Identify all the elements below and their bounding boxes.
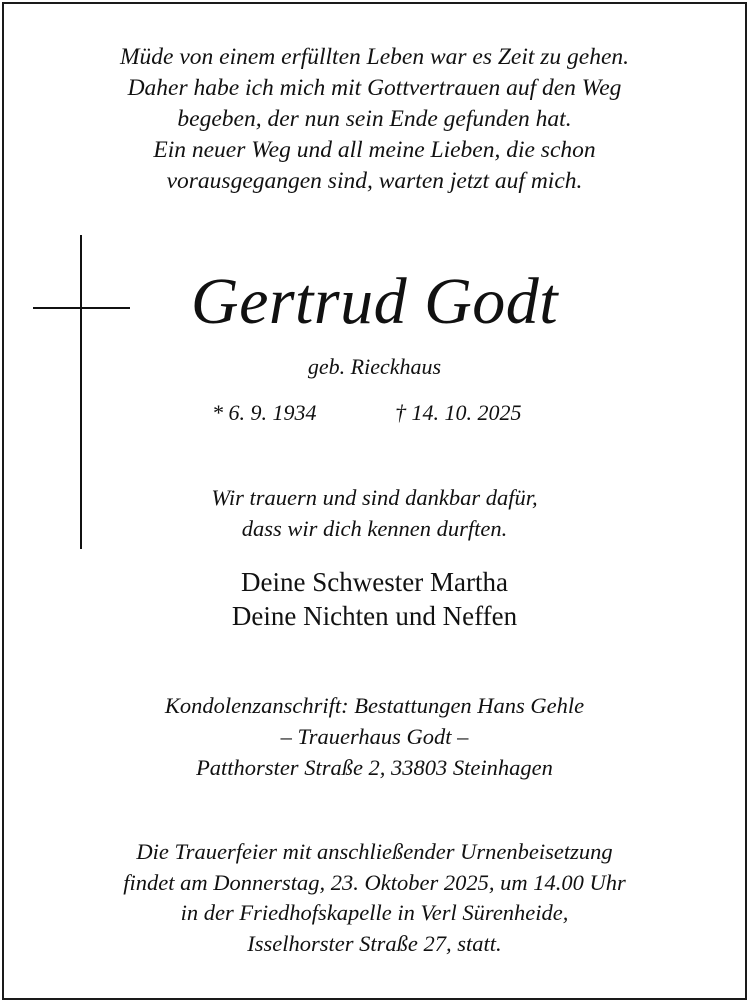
service-line: findet am Donnerstag, 23. Oktober 2025, um 14.00 Uhr xyxy=(123,869,626,895)
mourner-line: Deine Schwester Martha xyxy=(241,567,508,597)
poem-line: Müde von einem erfüllten Leben war es Zeit zu gehen. xyxy=(119,44,630,70)
thanks-line: Wir trauern und sind dankbar dafür, xyxy=(211,485,538,510)
thanks-line: dass wir dich kennen durften. xyxy=(241,516,508,541)
address-line: Kondolenzanschrift: Bestattungen Hans Gehle xyxy=(164,693,585,718)
poem-line: vorausgegangen sind, warten jetzt auf mich. xyxy=(166,168,583,194)
deceased-name: Gertrud Godt xyxy=(190,265,559,338)
address-line: Patthorster Straße 2, 33803 Steinhagen xyxy=(196,755,553,780)
birth-name: geb. Rieckhaus xyxy=(307,354,442,379)
service-line: in der Friedhofskapelle in Verl Sürenheide, xyxy=(180,900,569,925)
thanks-message xyxy=(0,482,749,544)
mourners xyxy=(0,565,749,633)
service-line: Die Trauerfeier mit anschließender Urnenbeisetzung xyxy=(136,839,613,864)
death-date: † 14. 10. 2025 xyxy=(395,400,522,425)
mourner-line: Deine Nichten und Neffen xyxy=(231,601,518,631)
poem-line: begeben, der nun sein Ende gefunden hat. xyxy=(177,106,572,132)
service-info xyxy=(0,837,749,959)
poem-line: Daher habe ich mich mit Gottvertrauen auf den Weg xyxy=(127,75,622,101)
address-line: – Trauerhaus Godt – xyxy=(280,724,469,749)
condolence-address xyxy=(0,690,749,783)
poem xyxy=(0,42,749,197)
poem-line: Ein neuer Weg und all meine Lieben, die schon xyxy=(153,137,596,163)
service-line: Isselhorster Straße 27, statt. xyxy=(247,930,502,956)
birth-date: * 6. 9. 1934 xyxy=(212,400,317,425)
